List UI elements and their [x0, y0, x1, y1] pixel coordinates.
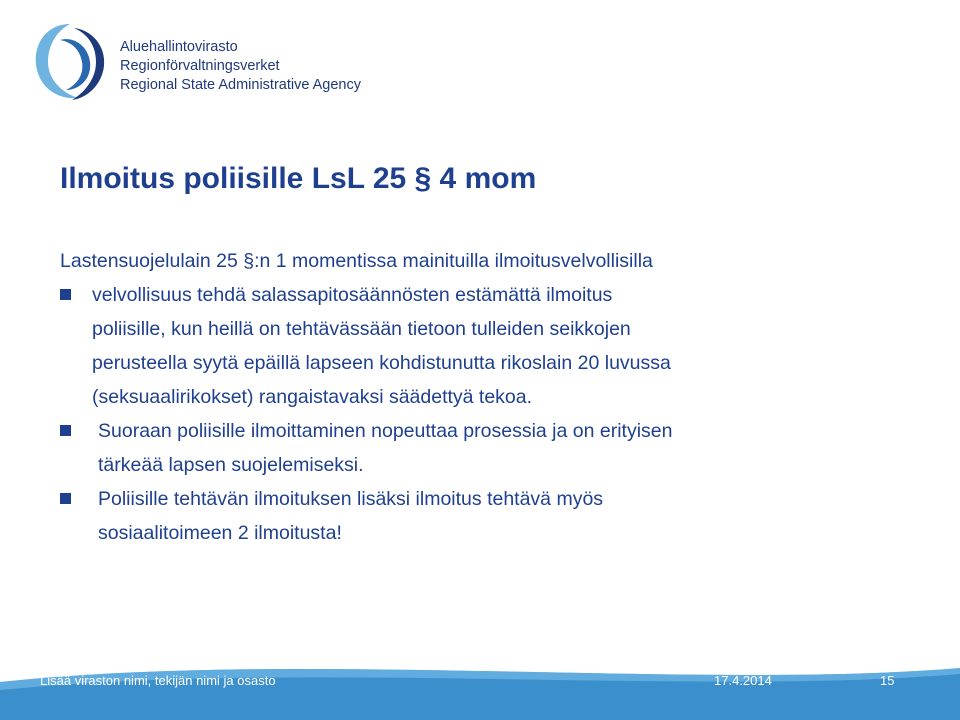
square-bullet-icon [60, 493, 71, 504]
agency-name-en: Regional State Administrative Agency [120, 77, 361, 93]
slide-title: Ilmoitus poliisille LsL 25 § 4 mom [60, 162, 537, 195]
footer-bar [0, 660, 960, 720]
footer-author-text: Lisää viraston nimi, tekijän nimi ja osasto [40, 673, 276, 688]
footer-page-number: 15 [880, 673, 895, 688]
bullet-1-line-2: poliisille, kun heillä on tehtävässään tietoon tulleiden seikkojen [92, 318, 631, 340]
bullet-2-line-2: tärkeää lapsen suojelemiseksi. [98, 454, 364, 476]
square-bullet-icon [60, 289, 71, 300]
agency-name-fi: Aluehallintovirasto [120, 39, 238, 55]
agency-name-sv: Regionförvaltningsverket [120, 58, 280, 74]
agency-name-block [120, 38, 361, 95]
bullet-2-line-1 [60, 414, 920, 448]
bullet-3-line-1 [60, 482, 920, 516]
intro-text: Lastensuojelulain 25 §:n 1 momentissa mainituilla ilmoitusvelvollisilla [60, 250, 653, 272]
bullet-1-line-1 [60, 278, 920, 312]
bullet-text: Poliisille tehtävän ilmoituksen lisäksi ilmoitus tehtävä myös [98, 488, 604, 510]
square-bullet-icon [60, 425, 71, 436]
bullet-text: Suoraan poliisille ilmoittaminen nopeuttaa prosessia ja on erityisen [98, 420, 673, 442]
agency-logo [30, 20, 110, 104]
slide-body [60, 244, 920, 550]
footer-wave-decoration [0, 660, 960, 720]
bullet-1-line-3: perusteella syytä epäillä lapseen kohdistunutta rikoslain 20 luvussa [92, 352, 671, 374]
bullet-1-line-4: (seksuaalirikokset) rangaistavaksi säädettyä tekoa. [92, 386, 533, 408]
bullet-text: velvollisuus tehdä salassapitosäännösten estämättä ilmoitus [92, 284, 613, 306]
bullet-3-line-2: sosiaalitoimeen 2 ilmoitusta! [98, 522, 342, 544]
footer-date: 17.4.2014 [714, 673, 772, 688]
